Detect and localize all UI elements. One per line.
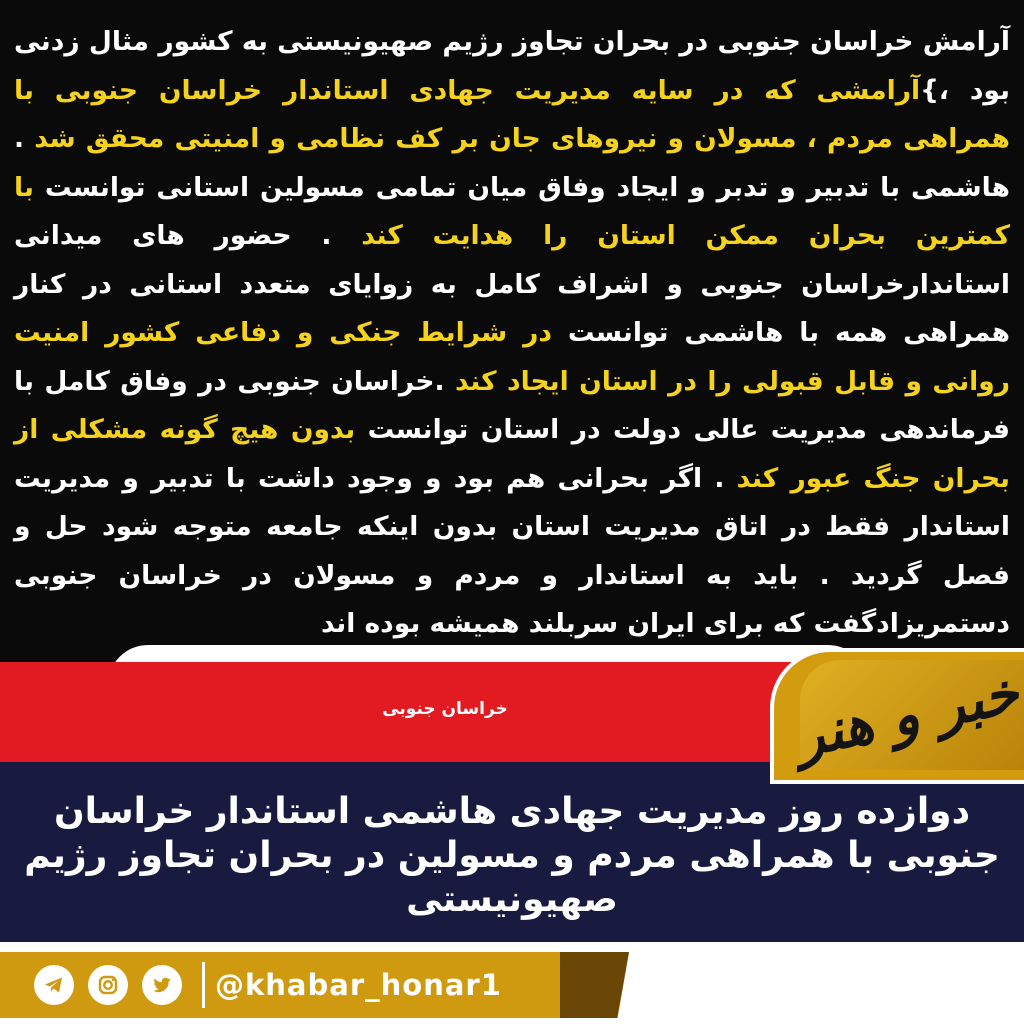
article-sentence: . هاشمی با تدبیر و تدبر و ایجاد وفاق میان تمامی مسولین استانی توانست: [14, 123, 1010, 203]
region-label: خراسان جنوبی: [382, 699, 508, 719]
headline: دوازده روز مدیریت جهادی هاشمی استاندار خراسان جنوبی با همراهی مردم و مسولین در بحران تجاوز رژیم صهیونیستی: [24, 791, 1000, 920]
article-body: [14, 18, 1010, 638]
article-sentence: . اگر بحرانی هم بود و وجود داشت با تدبیر و مدیریت استاندار فقط در اتاق مدیریت استان بدون اینکه جامعه متوجه شود حل و فصل گردید . باید به استاندار و مردم و مسولان در خراسان جنوبی دستمریزادگفت که برای ایران سربلند همیشه بوده اند: [14, 462, 1010, 639]
highlighted-phrase: آرامشی که در سایه مدیریت جهادی استاندار خراسان جنوبی با همراهی مردم ، مسولان و نیروهای جان بر کف نظامی و امنیتی محقق شد: [14, 74, 1010, 154]
twitter-icon[interactable]: [142, 965, 182, 1005]
telegram-icon[interactable]: [34, 965, 74, 1005]
telegram-glyph: [42, 973, 66, 997]
article-sentence: . حضور های میدانی استاندارخراسان جنوبی و اشراف کامل به زوایای متعدد استانی در کنار همراهی همه با هاشمی توانست: [14, 220, 1010, 348]
article-sentence: آرامش خراسان جنوبی در بحران تجاوز رژیم صهیونیستی به کشور مثال زدنی بود ،}: [14, 26, 1010, 106]
highlighted-phrase: بدون هیچ گونه مشکلی از بحران جنگ عبور کند: [14, 414, 1010, 494]
twitter-glyph: [150, 973, 174, 997]
social-handle[interactable]: @khabar_honar1: [215, 968, 502, 1002]
footer-divider: [202, 962, 205, 1008]
logo: خبر و هنر: [789, 659, 1024, 771]
footer-accent: [560, 952, 720, 1018]
instagram-glyph: [96, 973, 120, 997]
highlighted-phrase: در شرایط جنکی و دفاعی کشور امنیت روانی و قابل قبولی را در استان ایجاد کند: [14, 317, 1010, 397]
article-sentence: .خراسان جنوبی در وفاق کامل با فرماندهی مدیریت عالی دولت در استان توانست: [14, 365, 1011, 445]
highlighted-phrase: با کمترین بحران ممکن استان را هدایت کند: [14, 171, 1010, 251]
instagram-icon[interactable]: [88, 965, 128, 1005]
